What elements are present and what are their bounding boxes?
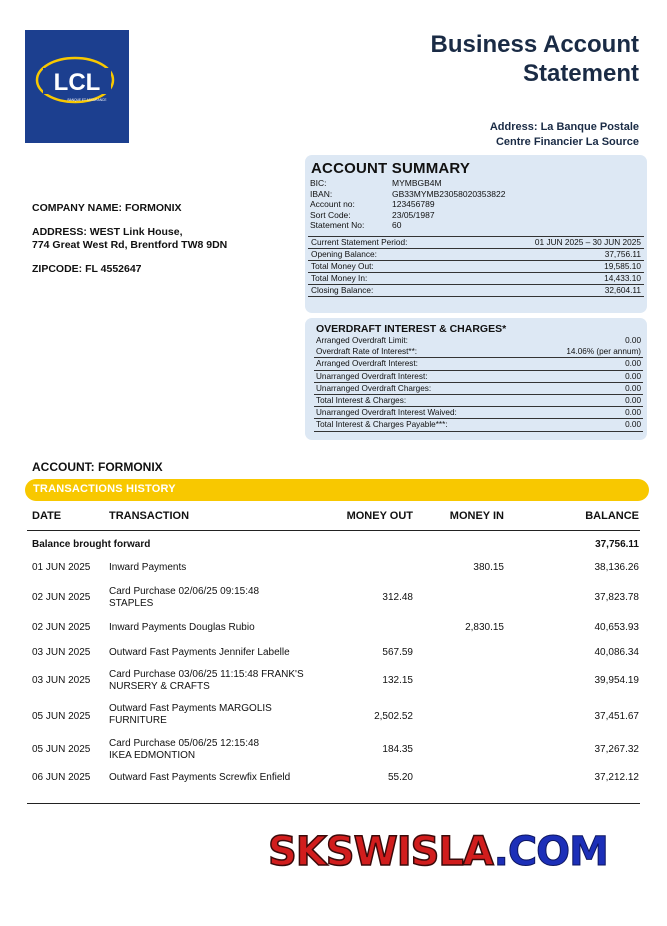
watermark-part1: SKSWISLA — [268, 829, 494, 875]
row-transaction-line1: Outward Fast Payments Screwfix Enfield — [109, 772, 291, 783]
bank-logo — [25, 30, 129, 143]
row-money-in: 2,830.15 — [465, 622, 504, 633]
transactions-history-bar — [25, 479, 649, 501]
brought-forward-label: Balance brought forward — [32, 539, 151, 550]
sort-code-value: 23/05/1987 — [392, 209, 435, 220]
row-transaction-line1: Card Purchase 02/06/25 09:15:48 — [109, 586, 260, 597]
overdraft-row — [314, 383, 643, 395]
watermark — [268, 830, 608, 874]
row-transaction — [109, 738, 329, 762]
iban-value: GB33MYMB23058020353822 — [392, 188, 506, 199]
iban-label: IBAN: — [310, 188, 333, 199]
brought-forward-balance: 37,756.11 — [595, 539, 639, 550]
col-header-money-out: MONEY OUT — [346, 510, 413, 522]
row-money-in: 380.15 — [473, 562, 504, 573]
row-balance: 38,136.26 — [594, 562, 639, 573]
overdraft-row-label: Unarranged Overdraft Charges: — [316, 383, 432, 393]
row-transaction-line1: Outward Fast Payments MARGOLIS — [109, 703, 272, 714]
company-address-line1: ADDRESS: WEST Link House, — [32, 226, 183, 238]
row-transaction-line1: Card Purchase 05/06/25 12:15:48 — [109, 738, 260, 749]
row-date: 03 JUN 2025 — [32, 675, 91, 686]
summary-row-label: Total Money In: — [311, 273, 368, 283]
company-info — [32, 202, 227, 276]
overdraft-row-value: 0.00 — [625, 371, 641, 381]
transactions-history-label: TRANSACTIONS HISTORY — [33, 483, 176, 495]
row-balance: 39,954.19 — [594, 675, 639, 686]
row-money-out: 567.59 — [382, 647, 413, 658]
company-zipcode: ZIPCODE: FL 4552647 — [32, 263, 142, 275]
bank-address-line2: Centre Financier La Source — [495, 136, 639, 148]
row-money-out: 312.48 — [382, 592, 413, 603]
overdraft-row-value: 14.06% (per annum) — [566, 347, 641, 357]
row-money-out: 132.15 — [382, 675, 413, 686]
overdraft-row-label: Total Interest & Charges: — [316, 395, 407, 405]
row-transaction-line1: Outward Fast Payments Jennifer Labelle — [109, 647, 290, 658]
watermark-part2: .COM — [493, 829, 608, 875]
row-transaction-line1: Card Purchase 03/06/25 11:15:48 FRANK'S — [109, 669, 304, 680]
row-transaction — [109, 669, 329, 693]
overdraft-row — [314, 407, 643, 419]
row-transaction-line1: Inward Payments — [109, 562, 187, 573]
bank-address-line1: Address: La Banque Postale — [489, 121, 639, 133]
summary-row — [308, 261, 644, 273]
overdraft-row — [314, 346, 643, 358]
overdraft-row-value: 0.00 — [625, 359, 641, 369]
row-transaction — [109, 586, 329, 610]
title-line2: Statement — [522, 60, 639, 87]
summary-row-label: Current Statement Period: — [311, 237, 408, 247]
summary-row-label: Opening Balance: — [311, 249, 377, 259]
col-header-transaction: TRANSACTION — [109, 510, 190, 522]
overdraft-row-value: 0.00 — [625, 420, 641, 430]
row-balance: 37,212.12 — [594, 772, 639, 783]
account-summary-title: ACCOUNT SUMMARY — [311, 160, 471, 177]
row-date: 05 JUN 2025 — [32, 711, 91, 722]
row-transaction — [109, 622, 329, 634]
overdraft-row-label: Unarranged Overdraft Interest: — [316, 371, 428, 381]
account-summary-box — [305, 155, 647, 313]
row-transaction-line2: FURNITURE — [109, 715, 167, 726]
row-money-out: 55.20 — [387, 772, 413, 783]
statement-no-label: Statement No: — [310, 220, 365, 230]
statement-title — [431, 30, 640, 88]
summary-row-value: 19,585.10 — [604, 261, 641, 271]
overdraft-row-value: 0.00 — [625, 336, 641, 345]
sort-code-label: Sort Code: — [310, 209, 351, 220]
row-date: 02 JUN 2025 — [32, 622, 91, 633]
row-transaction-line1: Inward Payments Douglas Rubio — [109, 622, 255, 633]
summary-row-label: Total Money Out: — [311, 261, 374, 271]
overdraft-table — [314, 335, 643, 432]
title-line1: Business Account — [430, 31, 639, 58]
bic-value: MYMBGB4M — [392, 178, 442, 188]
summary-row-label: Closing Balance: — [311, 285, 374, 295]
row-date: 03 JUN 2025 — [32, 647, 91, 658]
summary-row-value: 37,756.11 — [604, 249, 641, 259]
summary-row — [308, 273, 644, 285]
statement-no-value: 60 — [392, 220, 402, 230]
table-bottom-divider — [27, 803, 640, 804]
row-transaction — [109, 647, 329, 659]
overdraft-box — [305, 318, 647, 440]
overdraft-row — [314, 419, 643, 431]
overdraft-row — [314, 358, 643, 370]
account-label: ACCOUNT: FORMONIX — [32, 460, 163, 474]
account-no-label: Account no: — [310, 199, 355, 209]
col-header-balance: BALANCE — [585, 510, 639, 522]
overdraft-row-label: Arranged Overdraft Interest: — [316, 359, 418, 369]
row-balance: 37,823.78 — [594, 592, 639, 603]
col-header-date: DATE — [32, 510, 62, 522]
summary-row — [308, 237, 644, 249]
overdraft-row-value: 0.00 — [625, 383, 641, 393]
summary-row — [308, 285, 644, 297]
company-name: COMPANY NAME: FORMONIX — [32, 202, 182, 214]
col-header-money-in: MONEY IN — [449, 510, 504, 522]
account-details — [305, 178, 647, 233]
logo-text: LCL — [53, 69, 101, 96]
row-transaction-line2: NURSERY & CRAFTS — [109, 681, 210, 692]
row-transaction — [109, 772, 329, 784]
bic-label: BIC: — [310, 178, 327, 188]
row-date: 01 JUN 2025 — [32, 562, 91, 573]
row-balance: 40,653.93 — [594, 622, 639, 633]
overdraft-row-label: Unarranged Overdraft Interest Waived: — [316, 408, 457, 418]
row-money-out: 184.35 — [382, 744, 413, 755]
overdraft-row — [314, 371, 643, 383]
overdraft-row — [314, 395, 643, 407]
overdraft-row — [314, 335, 643, 346]
row-transaction-line2: STAPLES — [109, 598, 154, 609]
overdraft-row-value: 0.00 — [625, 408, 641, 418]
overdraft-row-label: Total Interest & Charges Payable***: — [316, 420, 448, 430]
row-transaction — [109, 703, 329, 727]
bank-address — [490, 120, 639, 150]
summary-row-value: 32,604.11 — [604, 285, 641, 295]
row-date: 06 JUN 2025 — [32, 772, 91, 783]
account-no-value: 123456789 — [392, 199, 435, 209]
row-date: 02 JUN 2025 — [32, 592, 91, 603]
overdraft-row-label: Arranged Overdraft Limit: — [316, 336, 408, 345]
summary-row-value: 01 JUN 2025 – 30 JUN 2025 — [534, 237, 641, 247]
row-balance: 37,267.32 — [594, 744, 639, 755]
row-balance: 40,086.34 — [594, 647, 639, 658]
overdraft-title: OVERDRAFT INTEREST & CHARGES* — [316, 323, 507, 335]
company-address-line2: 774 Great West Rd, Brentford TW8 9DN — [32, 239, 228, 251]
row-balance: 37,451.67 — [594, 711, 639, 722]
summary-row-value: 14,433.10 — [604, 273, 641, 283]
header-divider — [27, 530, 640, 531]
row-date: 05 JUN 2025 — [32, 744, 91, 755]
row-transaction-line2: IKEA EDMONTION — [109, 750, 196, 761]
summary-row — [308, 249, 644, 261]
row-money-out: 2,502.52 — [374, 711, 413, 722]
summary-table — [308, 236, 644, 297]
logo-tagline: BANQUE ET ASSURANCE — [67, 98, 107, 102]
row-transaction — [109, 562, 329, 574]
overdraft-row-label: Overdraft Rate of Interest**: — [316, 347, 418, 357]
overdraft-row-value: 0.00 — [625, 395, 641, 405]
